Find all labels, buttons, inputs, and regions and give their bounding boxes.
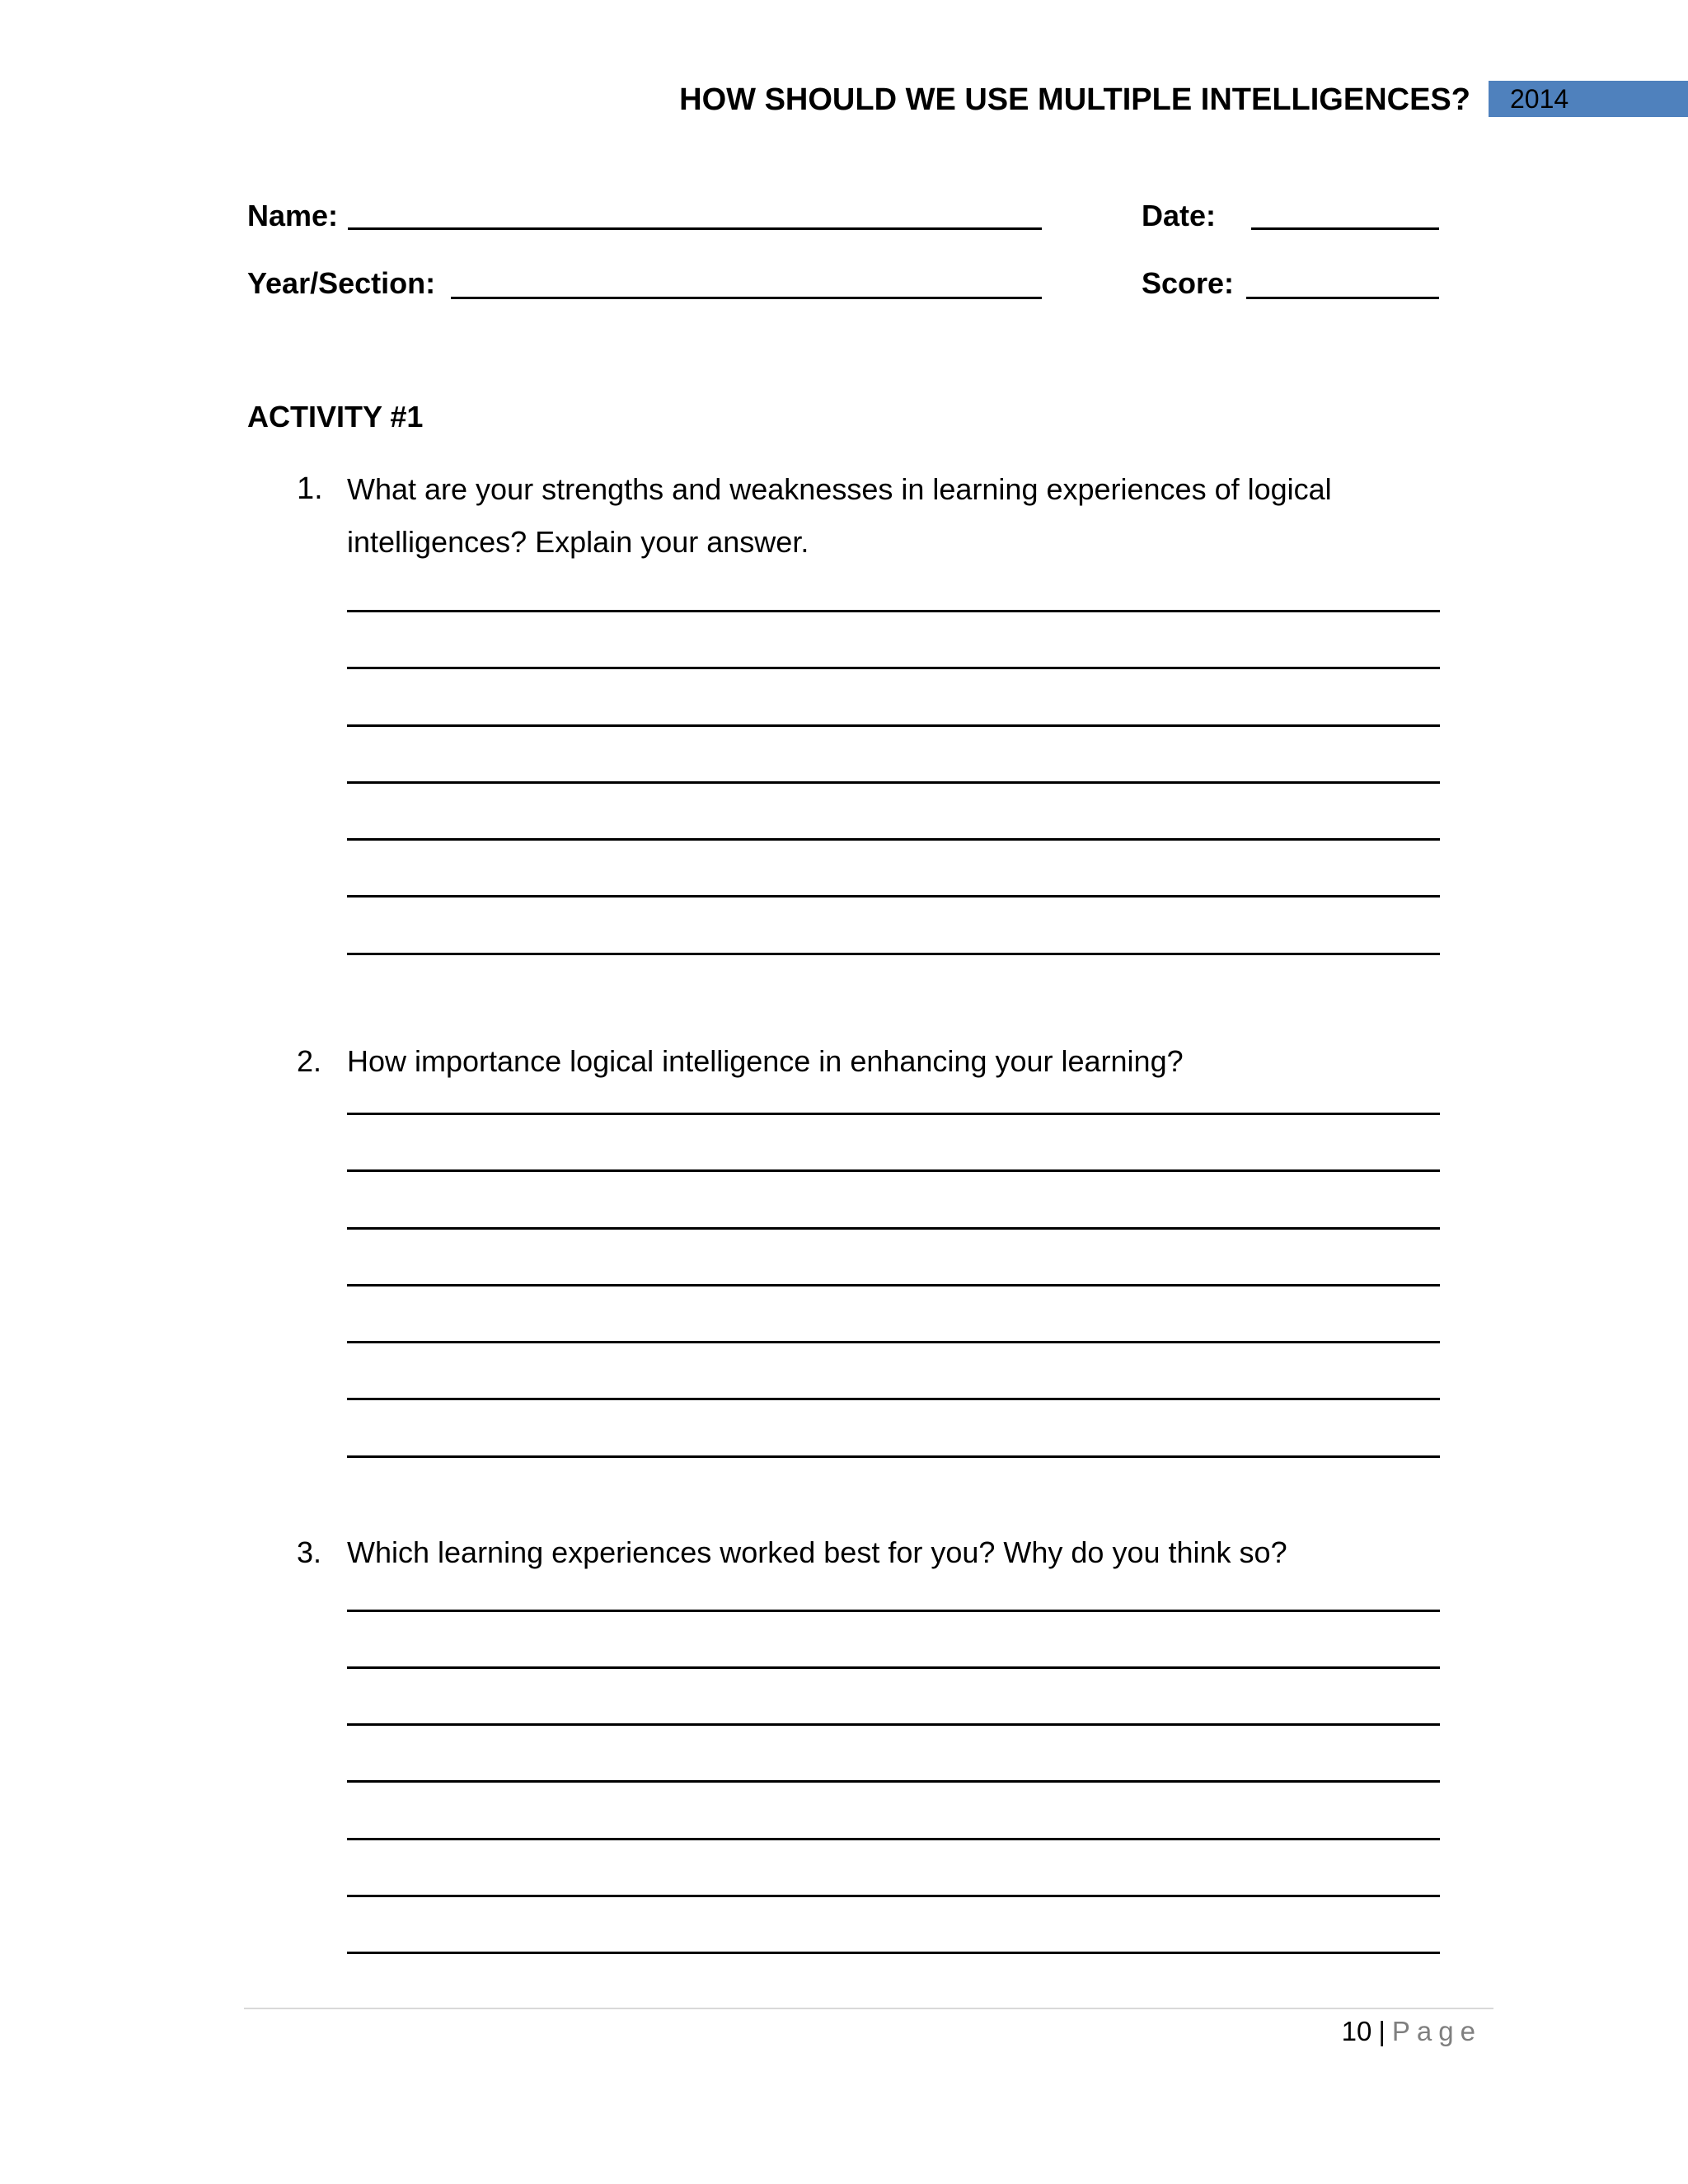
- answer-line[interactable]: [347, 1838, 1440, 1840]
- answer-line[interactable]: [347, 1455, 1440, 1458]
- answer-line[interactable]: [347, 1780, 1440, 1783]
- footer-divider: [244, 2008, 1493, 2009]
- answer-line[interactable]: [347, 667, 1440, 669]
- question-number: 2.: [297, 1044, 322, 1078]
- activity-title: ACTIVITY #1: [247, 400, 424, 434]
- section-label: Year/Section:: [247, 266, 436, 300]
- answer-line[interactable]: [347, 1666, 1440, 1669]
- answer-line[interactable]: [347, 1227, 1440, 1230]
- date-label: Date:: [1142, 199, 1217, 232]
- answer-line[interactable]: [347, 781, 1440, 784]
- question-text: Which learning experiences worked best for you? Why do you think so?: [347, 1535, 1287, 1569]
- page-label: Page: [1391, 2016, 1482, 2046]
- document-header-title: HOW SHOULD WE USE MULTIPLE INTELLIGENCES?: [679, 82, 1470, 117]
- answer-line[interactable]: [347, 1610, 1440, 1612]
- answer-line[interactable]: [347, 1113, 1440, 1115]
- score-label: Score:: [1142, 266, 1235, 300]
- answer-line[interactable]: [347, 838, 1440, 841]
- answer-line[interactable]: [347, 953, 1440, 955]
- question-number: 3.: [297, 1535, 322, 1569]
- date-field[interactable]: [1251, 227, 1439, 230]
- answer-line[interactable]: [347, 1895, 1440, 1897]
- score-field[interactable]: [1246, 297, 1439, 299]
- answer-line[interactable]: [347, 1398, 1440, 1400]
- question-text: How importance logical intelligence in enhancing your learning?: [347, 1044, 1184, 1078]
- answer-line[interactable]: [347, 1723, 1440, 1726]
- footer-separator: |: [1378, 2016, 1386, 2046]
- answer-line[interactable]: [347, 895, 1440, 898]
- header-year-badge: 2014: [1489, 81, 1688, 117]
- answer-line[interactable]: [347, 1341, 1440, 1343]
- name-label: Name:: [247, 199, 339, 232]
- answer-line[interactable]: [347, 1952, 1440, 1954]
- question-text: What are your strengths and weaknesses in learning experiences of logical intelligences? Explain your answer.: [347, 472, 1332, 559]
- section-field[interactable]: [451, 297, 1042, 299]
- answer-line[interactable]: [347, 724, 1440, 727]
- question-number: 1.: [297, 471, 323, 506]
- answer-line[interactable]: [347, 1284, 1440, 1286]
- page-number: 10: [1341, 2016, 1372, 2046]
- answer-line[interactable]: [347, 1169, 1440, 1172]
- page-footer: [1342, 2013, 1482, 2050]
- name-field[interactable]: [348, 227, 1042, 230]
- answer-line[interactable]: [347, 610, 1440, 612]
